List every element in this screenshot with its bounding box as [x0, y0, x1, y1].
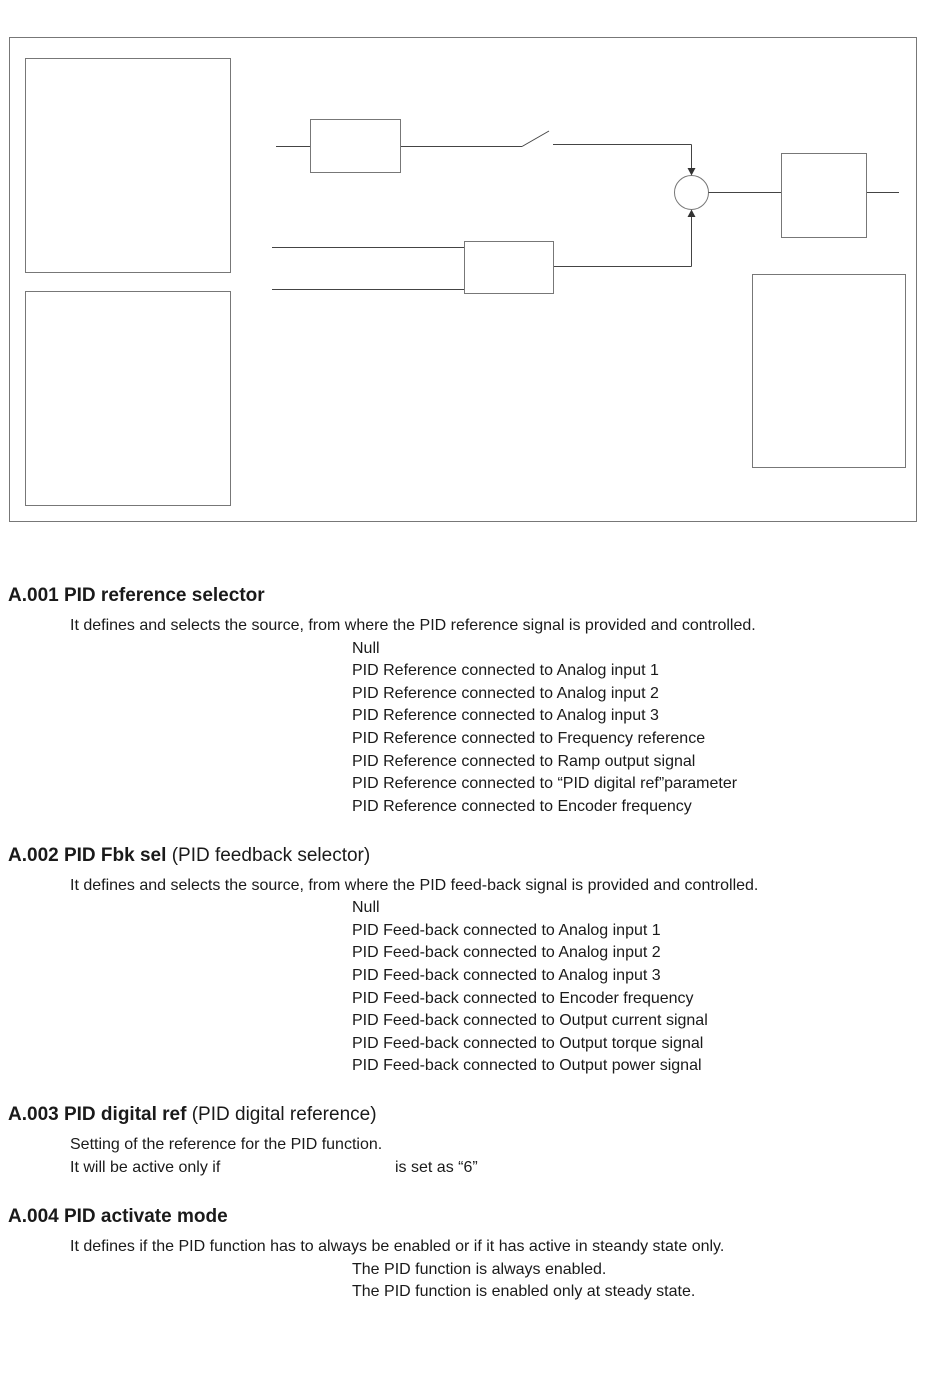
param-code: A.004 [8, 1206, 59, 1227]
param-a004-description: It defines if the PID function has to always be enabled or if it has active in steandy state only. [70, 1238, 725, 1255]
option-line: PID Feed-back connected to Analog input 2 [352, 944, 661, 961]
right-info-panel [753, 275, 906, 468]
reference-arrowhead [688, 168, 696, 176]
option-line: The PID function is always enabled. [352, 1261, 607, 1278]
summing-junction [675, 176, 709, 210]
param-code: A.001 [8, 585, 59, 606]
param-a002-title [8, 845, 370, 867]
param-name: PID reference selector [63, 585, 265, 606]
param-name: PID Fbk sel [63, 845, 167, 866]
reference-block [311, 120, 401, 173]
feedback-block [465, 242, 554, 294]
param-a001-description: It defines and selects the source, from where the PID reference signal is provided and controlled. [70, 617, 756, 634]
param-code: A.003 [8, 1104, 59, 1125]
left-lower-panel [26, 292, 231, 506]
pid-block-diagram [0, 0, 950, 540]
option-line: Null [352, 899, 380, 916]
param-a001-title [8, 585, 265, 607]
option-line: Null [352, 640, 380, 657]
param-a004-title [8, 1206, 228, 1228]
option-line: PID Reference connected to Frequency reference [352, 730, 706, 747]
option-line: PID Reference connected to Analog input 2 [352, 685, 659, 702]
param-a002-description: It defines and selects the source, from where the PID feed-back signal is provided and controlled. [70, 877, 759, 894]
pid-regulator-block [782, 154, 867, 238]
option-line: PID Reference connected to Analog input 1 [352, 662, 659, 679]
option-line: PID Feed-back connected to Encoder frequency [352, 990, 694, 1007]
param-a003-condition-suffix: is set as “6” [395, 1159, 478, 1176]
param-a003-condition-prefix: It will be active only if [70, 1159, 221, 1176]
option-line: PID Reference connected to Ramp output signal [352, 753, 696, 770]
option-line: PID Reference connected to “PID digital ref”parameter [352, 775, 738, 792]
param-a003-description: Setting of the reference for the PID function. [70, 1136, 383, 1153]
option-line: PID Reference connected to Analog input 3 [352, 707, 659, 724]
feedback-arrowhead [688, 210, 696, 218]
option-line: PID Feed-back connected to Output torque signal [352, 1035, 704, 1052]
diagram-frame [10, 38, 917, 522]
param-name: PID activate mode [63, 1206, 228, 1227]
param-a003-title [8, 1104, 377, 1126]
param-subtitle: (PID digital reference) [191, 1104, 377, 1125]
enable-switch [522, 131, 549, 147]
param-subtitle: (PID feedback selector) [171, 845, 371, 866]
option-line: The PID function is enabled only at steady state. [352, 1283, 696, 1300]
option-line: PID Feed-back connected to Output power signal [352, 1057, 702, 1074]
option-line: PID Feed-back connected to Output current signal [352, 1012, 708, 1029]
left-upper-panel [26, 59, 231, 273]
option-line: PID Feed-back connected to Analog input 1 [352, 922, 661, 939]
param-name: PID digital ref [63, 1104, 187, 1125]
option-line: PID Feed-back connected to Analog input 3 [352, 967, 661, 984]
option-line: PID Reference connected to Encoder frequency [352, 798, 692, 815]
param-code: A.002 [8, 845, 59, 866]
